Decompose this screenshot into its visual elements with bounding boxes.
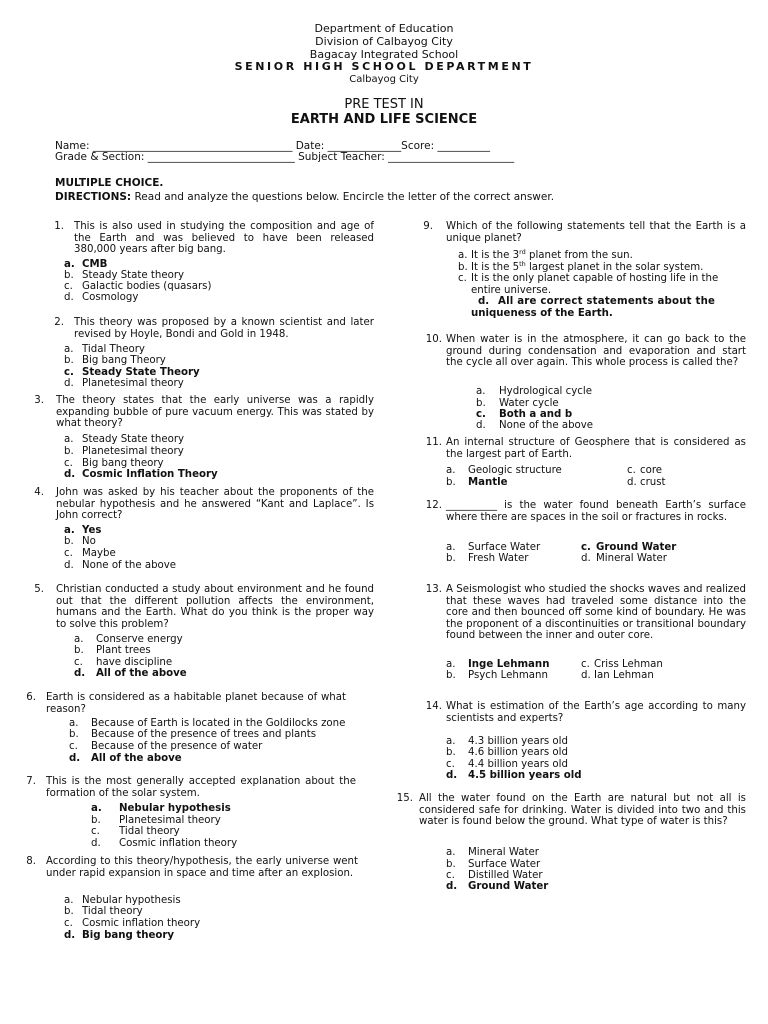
header-department: Department of Education [314,22,454,35]
option-2b: b. Big bang Theory [64,355,166,366]
question-number: 2. [54,317,64,328]
question-number: 13. [425,584,442,595]
option-12b: b. Fresh Water [446,553,529,564]
option-15d: d. Ground Water [446,881,549,892]
option-3b: b. Planetesimal theory [64,446,184,457]
option-15c: c. Distilled Water [446,870,543,881]
option-8b: b. Tidal theory [64,906,143,917]
question-number: 7. [26,776,36,787]
question-9-text: Which of the following statements tell that the Earth is a unique planet? [446,221,746,244]
option-2a: a. Tidal Theory [64,344,145,355]
option-7a: a. Nebular hypothesis [91,803,231,814]
option-5b: b. Plant trees [74,645,151,656]
header-department-name: SENIOR HIGH SCHOOL DEPARTMENT [234,60,534,73]
question-number: 6. [26,692,36,703]
question-2-text: This theory was proposed by a known scientist and later revised by Hoyle, Bondi and Gold in 1948. [74,317,374,340]
option-3a: a. Steady State theory [64,434,185,445]
test-title-subject: EARTH AND LIFE SCIENCE [290,112,478,127]
question-number: 4. [34,487,44,498]
option-14c: c. 4.4 billion years old [446,759,568,770]
question-12-text: __________ is the water found beneath Earth’s surface where there are spaces in the soil or fractures in rocks. [446,500,746,523]
option-4a: a. Yes [64,525,102,536]
option-10d: d. None of the above [476,420,594,431]
option-12d: d. Mineral Water [581,553,667,564]
option-9d: d. All are correct statements about the [478,296,716,307]
option-9d-continued: uniqueness of the Earth. [471,308,613,319]
option-12c: c. Ground Water [581,542,677,553]
option-1c: c. Galactic bodies (quasars) [64,281,212,292]
option-2d: d. Planetesimal theory [64,378,184,389]
option-5c: c. have discipline [74,657,173,668]
question-number: 10. [425,334,442,345]
option-3d: d. Cosmic Inflation Theory [64,469,218,480]
option-6b: b. Because of the presence of trees and plants [69,729,317,740]
question-number: 14. [425,701,442,712]
option-11b: b. Mantle [446,477,508,488]
option-13a: a. Inge Lehmann [446,659,550,670]
option-4b: b. No [64,536,96,547]
question-4-text: John was asked by his teacher about the proponents of the nebular hypothesis and he answered “Kant and Laplace”. Is John correct? [56,487,374,521]
question-3-text: The theory states that the early universe was a rapidly expanding bubble of pure vacuum energy. This was stated by what theory? [56,395,374,429]
option-6d: d. All of the above [69,753,182,764]
option-3c: c. Big bang theory [64,458,164,469]
option-10b: b. Water cycle [476,398,559,409]
option-9c: c. It is the only planet capable of hosting life in the [458,273,719,284]
option-9b: b. It is the 5th largest planet in the solar system. [458,260,704,273]
option-15b: b. Surface Water [446,859,541,870]
option-13c: c. Criss Lehman [581,659,663,670]
question-number: 15. [396,793,413,804]
option-8c: c. Cosmic inflation theory [64,918,201,929]
option-8d: d. Big bang theory [64,930,175,941]
question-8-text: According to this theory/hypothesis, the early universe went under rapid expansion in space and time after an explosion. [46,856,358,879]
question-6-text: Earth is considered as a habitable planet because of what reason? [46,692,346,715]
option-13d: d. Ian Lehman [581,670,654,681]
question-7-text: This is the most generally accepted explanation about the formation of the solar system. [46,776,356,799]
option-12a: a. Surface Water [446,542,541,553]
option-10a: a. Hydrological cycle [476,386,592,397]
question-number: 12. [425,500,442,511]
option-14a: a. 4.3 billion years old [446,736,568,747]
header-city: Calbayog City [349,74,419,85]
directions-label: DIRECTIONS: [55,191,132,203]
question-10-text: When water is in the atmosphere, it can go back to the ground during condensation and evaporation and start the cycle all over again. This whole process is called the? [446,334,746,368]
question-14-text: What is estimation of the Earth’s age according to many scientists and experts? [446,701,746,724]
option-1a: a. CMB [64,259,108,270]
option-8a: a. Nebular hypothesis [64,895,181,906]
option-2c: c. Steady State Theory [64,367,200,378]
option-6c: c. Because of the presence of water [69,741,263,752]
option-11a: a. Geologic structure [446,465,562,476]
option-7d: d. Cosmic inflation theory [91,838,238,849]
option-14b: b. 4.6 billion years old [446,747,568,758]
question-number: 11. [425,437,442,448]
directions [55,192,554,204]
option-14d: d. 4.5 billion years old [446,770,582,781]
option-1b: b. Steady State theory [64,270,185,281]
question-number: 5. [34,584,44,595]
option-5a: a. Conserve energy [74,634,183,645]
question-number: 9. [423,221,433,232]
grade-teacher-line: Grade & Section: ____________________________ Subject Teacher: ________________________ [55,151,515,163]
option-15a: a. Mineral Water [446,847,539,858]
header-division: Division of Calbayog City [315,35,453,48]
option-1d: d. Cosmology [64,292,139,303]
option-10c: c. Both a and b [476,409,573,420]
option-5d: d. All of the above [74,668,187,679]
question-number: 1. [54,221,64,232]
multiple-choice-heading: MULTIPLE CHOICE. [55,177,164,189]
option-11c: c. core [627,465,663,476]
directions-text: Read and analyze the questions below. Encircle the letter of the correct answer. [131,191,555,203]
option-9c-continued: entire universe. [471,285,552,296]
option-9a: a. It is the 3rd planet from the sun. [458,248,633,261]
option-6a: a. Because of Earth is located in the Goldilocks zone [69,718,346,729]
header-school: Bagacay Integrated School [309,48,459,61]
option-11d: d. crust [627,477,666,488]
option-4d: d. None of the above [64,560,177,571]
option-7c: c. Tidal theory [91,826,180,837]
question-11-text: An internal structure of Geosphere that is considered as the largest part of Earth. [446,437,746,460]
question-number: 3. [34,395,44,406]
question-13-text: A Seismologist who studied the shocks waves and realized that these waves had traveled some distance into the core and then bounced off some kind of boundary. He was the proponent of a discontinuities or transitional boundary found between the inner and outer core. [446,584,746,641]
question-number: 8. [26,856,36,867]
test-title-pre: PRE TEST IN [344,97,424,112]
option-4c: c. Maybe [64,548,116,559]
name-date-score-line: Name: ______________________________________ Date: ______________Score: __________ [55,140,490,152]
option-13b: b. Psych Lehmann [446,670,548,681]
option-7b: b. Planetesimal theory [91,815,221,826]
question-5-text: Christian conducted a study about environment and he found out that the different pollution affects the environment, humans and the Earth. What do you think is the proper way to solve this problem? [56,584,374,630]
question-1-text: This is also used in studying the composition and age of the Earth and was believed to have been released 380,000 years after big bang. [74,221,374,255]
question-15-text: All the water found on the Earth are natural but not all is considered safe for drinking. Water is divided into two and this water is found below the ground. What type of water is this? [419,793,746,827]
